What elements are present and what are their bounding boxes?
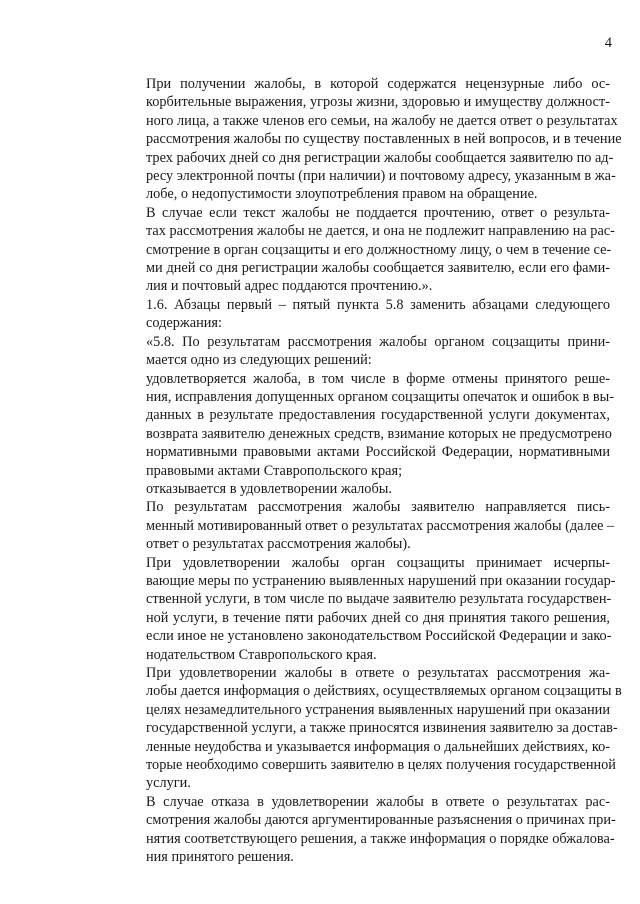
paragraph	[113, 204, 615, 296]
text-line: удовлетворяется жалоба, в том числе в форме отмены принятого реше-	[146, 370, 610, 387]
text-line: 1.6. Абзацы первый – пятый пункта 5.8 заменить абзацами следующего	[146, 296, 610, 313]
text-line: По результатам рассмотрения жалобы заявителю направляется пись-	[146, 499, 610, 516]
paragraph	[113, 664, 622, 793]
paragraph	[113, 296, 610, 333]
text-line: данных в результате предоставления государственной услуги документах,	[146, 407, 610, 424]
paragraph	[113, 480, 610, 498]
text-line: содержания:	[146, 315, 222, 332]
text-line: При удовлетворении жалобы в ответе о результатах рассмотрения жа-	[146, 665, 610, 681]
paragraph	[113, 793, 616, 867]
text-line: лобе, о недопустимости злоупотребления правом на обращение.	[146, 186, 538, 203]
text-line: ной услуги, в течение пяти рабочих дней со дня принятия такого решения,	[146, 609, 610, 626]
text-line: ответ о результатах рассмотрения жалобы).	[146, 536, 411, 553]
text-line: целях незамедлительного устранения выявленных нарушений при оказании	[146, 701, 610, 718]
text-line: В случае если текст жалобы не поддается прочтению, ответ о результа-	[146, 204, 610, 221]
text-line: правовыми актами Ставропольского края;	[146, 462, 403, 479]
text-line: ленные неудобства и указывается информация о дальнейших действиях, ко-	[146, 738, 610, 755]
text-line: ресу электронной почты (при наличии) и почтовому адресу, указанным в жа-	[146, 168, 616, 185]
text-line: корбительные выражения, угрозы жизни, здоровью и имуществу должност-	[146, 94, 610, 111]
text-line: нодательством Ставропольского края.	[146, 646, 377, 663]
text-line: «5.8. По результатам рассмотрения жалобы органом соцзащиты прини-	[146, 333, 610, 350]
text-line: торые необходимо совершить заявителю в целях получения государственной	[146, 757, 616, 774]
text-line: ми дней со дня регистрации жалобы сообщается заявителю, если его фами-	[146, 260, 610, 277]
text-line: трех рабочих дней со дня регистрации жалобы сообщается заявителю по ад-	[146, 149, 614, 166]
text-line: При удовлетворении жалобы орган соцзащиты принимает исчерпы-	[146, 554, 610, 571]
text-line: менный мотивированный ответ о результатах рассмотрения жалобы (далее –	[146, 517, 615, 534]
text-line: тах рассмотрения жалобы не дается, и она не подлежит направлению на рас-	[146, 223, 615, 240]
text-line: рассмотрения жалобы по существу поставленных в ней вопросов, и в течение	[146, 131, 622, 148]
paragraph	[113, 75, 622, 204]
text-line: смотрения жалобы даются аргументированные разъяснения о причинах при-	[146, 812, 616, 829]
text-line: лия и почтовый адрес поддаются прочтению.».	[146, 278, 433, 295]
text-line: При получении жалобы, в которой содержатся нецензурные либо ос-	[146, 76, 610, 92]
text-line: ния, исправления допущенных органом соцзащиты опечаток и ошибок в вы-	[146, 388, 615, 405]
text-line: смотрение в орган соцзащиты и его должностному лицу, о чем в течение се-	[146, 241, 612, 258]
text-line: ственной услуги, в том числе по выдаче заявителю результата государствен-	[146, 591, 612, 608]
text-line: ния принятого решения.	[146, 849, 294, 866]
text-line: вающие меры по устранению выявленных нарушений при оказании государ-	[146, 572, 616, 589]
text-line: нормативными правовыми актами Российской Федерации, нормативными	[146, 444, 610, 461]
text-line: возврата заявителю денежных средств, взимание которых не предусмотрено	[146, 425, 612, 442]
paragraph	[113, 370, 615, 480]
text-line: мается одно из следующих решений:	[146, 352, 372, 369]
text-line: отказывается в удовлетворении жалобы.	[146, 480, 392, 497]
paragraph	[113, 498, 615, 553]
text-line: если иное не установлено законодательством Российской Федерации и зако-	[146, 628, 612, 645]
paragraph	[113, 333, 610, 370]
text-line: нятия соответствующего решения, а также информация о порядке обжалова-	[146, 830, 615, 847]
text-line: В случае отказа в удовлетворении жалобы в ответе о результатах рас-	[146, 793, 610, 810]
document-body	[113, 75, 622, 866]
text-line: услуги.	[146, 775, 191, 792]
text-line: ного лица, а также членов его семьи, на жалобу не дается ответ о результатах	[146, 112, 618, 129]
paragraph	[113, 554, 616, 664]
text-line: лобы дается информация о действиях, осуществляемых органом соцзащиты в	[146, 683, 622, 700]
page-number: 4	[604, 35, 612, 51]
text-line: государственной услуги, а также приносятся извинения заявителю за достав-	[146, 720, 618, 737]
